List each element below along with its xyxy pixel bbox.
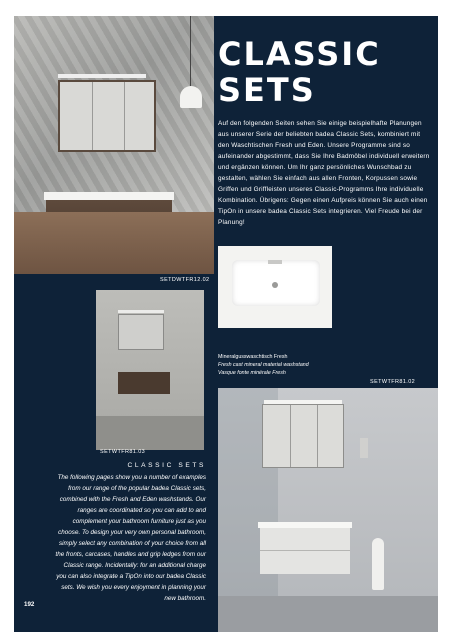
mirror-cabinet bbox=[262, 404, 344, 468]
product-code: SETWTFR81.03 bbox=[100, 449, 146, 455]
product-code: SETDWTFR12.02 bbox=[160, 277, 210, 283]
bathroom-photo-white-set bbox=[218, 388, 438, 632]
caption-french: Vasque fonte minérale Fresh bbox=[218, 370, 286, 376]
vanity-cabinet bbox=[260, 528, 350, 574]
subtitle-english: CLASSIC SETS bbox=[127, 462, 206, 469]
caption-german: Mineralgusswaschtisch Fresh bbox=[218, 354, 288, 360]
caption-english: Fresh cast mineral material washstand bbox=[218, 362, 309, 368]
intro-text-german: Auf den folgenden Seiten sehen Sie einige beispielhafte Planungen aus unserer Serie der beliebten badea Classic Sets, kombiniert mit den Waschtischen Fresh und Eden. Unsere Programme sind so aufeinander abgestimmt, dass Sie Ihre Badmöbel individuell erweitern und ergänzen können. Um Ihr ganz persönliches Wunschbad zu gestalten, wählen Sie einfach aus allen Fronten, Korpussen sowie Griffen und Griffleisten unseres Classic-Programms Ihre individuelle Kombination. Übrigens: Gegen einen Aufpreis können Sie auch einen TipOn in unsere badea Classic Sets integrieren. Viel Freude bei der Planung! bbox=[218, 120, 430, 226]
product-code: SETWTFR81.02 bbox=[370, 379, 416, 385]
bathroom-photo-small-set bbox=[96, 290, 204, 450]
intro-text-english: The following pages show you a number of examples from our range of the popular badea Classic sets, combined with the Fresh and Eden washstands. Our ranges are coordinated so you can add to and complement your bathroom furniture just as you choose. To design your very own personal bathroom, simply select any combination of your choice from all the fronts, carcases, handles and grip ledges from our Classic range. Incidentally: for an additional charge you can also integrate a TipOn into our badea Classic sets. We wish you every enjoyment in planning your new bathroom. bbox=[55, 474, 206, 602]
washbasin-photo bbox=[218, 246, 332, 328]
pendant-lamp bbox=[180, 86, 202, 108]
page-title: CLASSIC SETS bbox=[218, 35, 381, 109]
bathroom-photo-wood-set bbox=[14, 16, 214, 274]
mirror-cabinet bbox=[58, 80, 156, 152]
washbasin bbox=[44, 192, 174, 200]
page-number: 192 bbox=[24, 601, 35, 608]
